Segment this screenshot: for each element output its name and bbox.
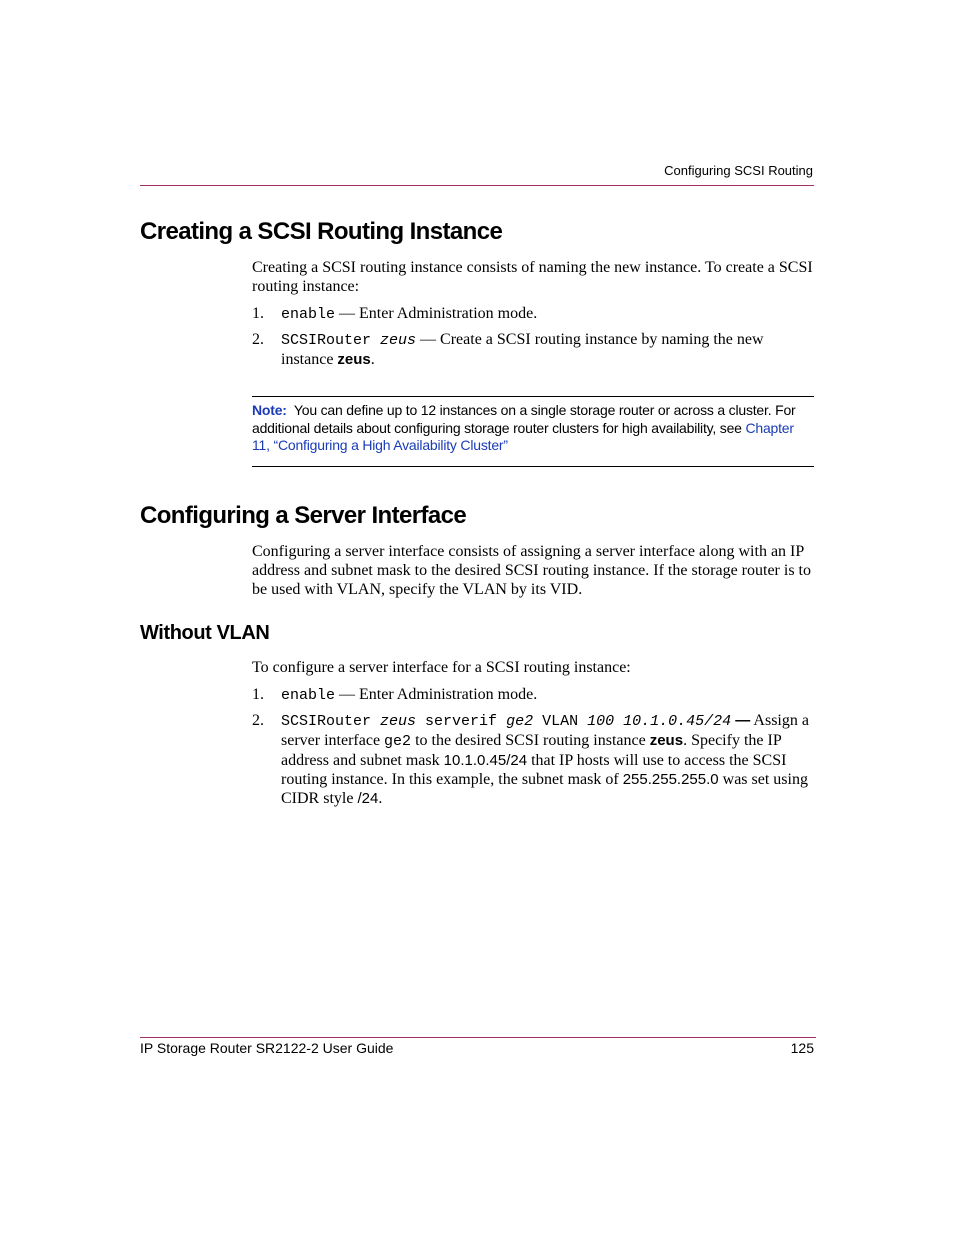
section2-intro [252, 542, 814, 599]
step-description-end: . [370, 351, 375, 368]
command-text: VLAN [533, 713, 588, 730]
ip-address: 10.1.0.45/24 [443, 752, 528, 769]
command-dash: — [731, 712, 751, 729]
section2-intro-text: Configuring a server interface consists of assigning a server interface along with an IP address and subnet mask to the desired SCSI routing instance. If the storage router is to be used with VLAN, specify the VLAN by its VID. [252, 543, 811, 598]
step-description: Assign a server interface [281, 712, 809, 749]
section1-intro-text: Creating a SCSI routing instance consists of naming the new instance. To create a SCSI routing instance: [252, 259, 813, 295]
note-top-rule [252, 396, 814, 397]
footer-guide-title: IP Storage Router SR2122-2 User Guide [140, 1040, 394, 1056]
chapter-11-link[interactable]: Chapter 11, “Configuring a High Availability Cluster” [252, 419, 794, 453]
step-description: — Create a SCSI routing instance by naming the new instance [281, 331, 764, 368]
running-header: Configuring SCSI Routing [664, 163, 813, 178]
step-description: was set using CIDR style [281, 771, 808, 807]
command-argument: 100 10.1.0.45/24 [587, 713, 732, 730]
subsection-step-2 [252, 711, 814, 808]
section1-step-2 [252, 330, 814, 369]
step-description: to the desired SCSI routing instance [411, 732, 650, 749]
step-description: — Enter Administration mode. [335, 305, 538, 322]
note-box [252, 402, 814, 455]
command-text: enable [281, 306, 336, 323]
interface-name: ge2 [384, 733, 412, 750]
command-argument: zeus [380, 713, 417, 730]
command-argument: zeus [380, 332, 417, 349]
command-argument: ge2 [506, 713, 534, 730]
step-number: 1. [252, 686, 264, 703]
note-label: Note: [252, 402, 287, 418]
instance-name: zeus [337, 351, 371, 368]
command-text: SCSIRouter [281, 713, 381, 730]
step-description: . Specify the IP address and subnet mask [281, 732, 782, 769]
note-bottom-rule [252, 466, 814, 467]
command-text: SCSIRouter [281, 332, 381, 349]
section-title-creating-instance: Creating a SCSI Routing Instance [140, 218, 503, 245]
step-number: 1. [252, 305, 264, 322]
instance-name: zeus [649, 732, 684, 749]
command-text: enable [281, 687, 336, 704]
footer-rule [140, 1037, 816, 1038]
note-text: You can define up to 12 instances on a single storage router or across a cluster. For additional details about configuring storage router clusters for high availability, see [252, 402, 796, 436]
subnet-mask: 255.255.255.0 [622, 771, 719, 788]
cidr-suffix: /24 [357, 790, 379, 807]
command-text: serverif [416, 713, 507, 730]
section-title-server-interface: Configuring a Server Interface [140, 502, 467, 529]
section1-intro [252, 258, 814, 296]
subsection-step-1 [252, 685, 814, 705]
step-number: 2. [252, 712, 264, 729]
step-description: that IP hosts will use to access the SCSI routing instance. In this example, the subnet mask of [281, 752, 787, 788]
subsection-title-without-vlan: Without VLAN [140, 622, 270, 644]
header-rule [140, 185, 814, 186]
step-description: — Enter Administration mode. [335, 686, 538, 703]
subsection-intro [252, 658, 814, 677]
step-description-end: . [378, 790, 383, 807]
footer-page-number: 125 [790, 1040, 814, 1056]
section1-step-1 [252, 304, 814, 324]
step-number: 2. [252, 331, 264, 348]
subsection-intro-text: To configure a server interface for a SCSI routing instance: [252, 659, 631, 676]
